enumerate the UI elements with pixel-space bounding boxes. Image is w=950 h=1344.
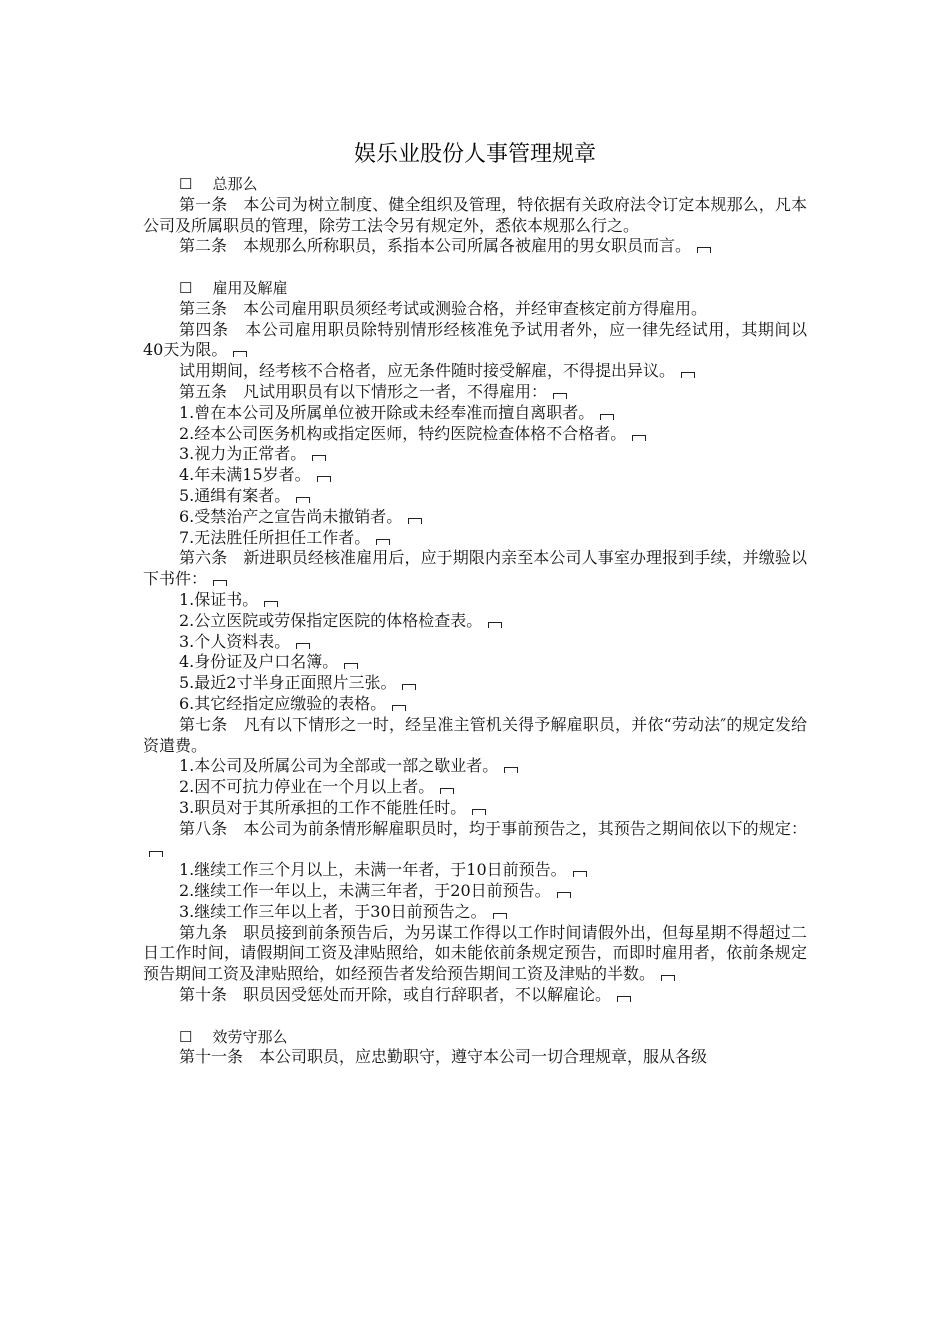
paragraph-mark-icon [600,414,614,420]
paragraph-mark-icon [617,996,631,1002]
list-item: 6.受禁治产之宣告尚未撤销者。 [143,507,807,528]
checkbox-icon: ☐ [179,1027,193,1046]
list-item: 2.经本公司医务机构或指定医师，特约医院检查体格不合格者。 [143,424,807,445]
list-item: 3.继续工作三年以上者，于30日前预告之。 [143,902,807,923]
paragraph-mark-icon [233,351,247,357]
paragraph-mark-icon [296,643,310,649]
paragraph-mark-icon [264,601,278,607]
paragraph-mark-icon [472,809,486,815]
article-9: 第九条 职员接到前条预告后，为另谋工作得以工作时间请假外出，但每星期不得超过二日工作时间，请假期间工资及津贴照给，如未能依前条规定预告，而即时雇用者，依前条规定预告期间工资及津贴照给，如经预告者发给预告期间工资及津贴的半数。 [143,922,807,984]
paragraph-mark-icon [149,851,163,857]
article-6: 第六条 新进职员经核准雇用后，应于期限内亲至本公司人事室办理报到手续，并缴验以下书件： [143,548,807,589]
section-heading-conduct: ☐ 效劳守那么 [179,1027,288,1046]
article-1: 第一条 本公司为树立制度、健全组织及管理，特依据有关政府法令订定本规那么，凡本公司及所属职员的管理，除劳工法令另有规定外，悉依本规那么行之。 [143,194,807,235]
list-item: 3.个人资料表。 [143,632,807,653]
paragraph-mark-icon [488,622,502,628]
article-2: 第二条 本规那么所称职员，系指本公司所属各被雇用的男女职员而言。 [143,236,807,257]
paragraph-mark-icon [493,913,507,919]
paragraph-mark-icon [312,455,326,461]
article-7: 第七条 凡有以下情形之一时，经呈准主管机关得予解雇职员，并依“劳动法″的规定发给资遣费。 [143,714,807,755]
article-5: 第五条 凡试用职员有以下情形之一者，不得雇用： [143,382,807,403]
list-item: 4.身份证及户口名簿。 [143,652,807,673]
article-4: 第四条 本公司雇用职员除特别情形经核准免予试用者外，应一律先经试用，其期间以40天为限。 [143,319,807,360]
paragraph-mark-icon [317,476,331,482]
paragraph-mark-icon [632,435,646,441]
paragraph-mark-icon [504,767,518,773]
list-item: 2.因不可抗力停业在一个月以上者。 [143,777,807,798]
paragraph-mark-icon [376,539,390,545]
paragraph-mark-icon [392,705,406,711]
section-heading-general: ☐ 总那么 [179,175,258,193]
list-item: 2.公立医院或劳保指定医院的体格检查表。 [143,611,807,632]
paragraph-mark-icon [344,663,358,669]
document-title: 娱乐业股份人事管理规章 [353,142,596,167]
article-11: 第十一条 本公司职员，应忠勤职守，遵守本公司一切合理规章，服从各级 [179,1047,708,1067]
list-item: 1.曾在本公司及所属单位被开除或未经奉准而擅自离职者。 [143,403,807,424]
paragraph-mark-icon [553,393,567,399]
list-item: 6.其它经指定应缴验的表格。 [143,694,807,715]
paragraph-mark-icon [661,975,675,981]
paragraph-mark-icon [681,372,695,378]
document-page [143,140,807,1068]
list-item: 1.本公司及所属公司为全部或一部之歇业者。 [143,756,807,777]
paragraph-mark-icon [557,892,571,898]
paragraph-mark-icon [402,684,416,690]
list-item: 5.最近2寸半身正面照片三张。 [143,673,807,694]
paragraph-mark-icon [573,871,587,877]
paragraph-mark-icon [408,518,422,524]
checkbox-icon: ☐ [179,175,193,193]
list-item: 1.保证书。 [143,590,807,611]
list-item: 4.年未满15岁者。 [143,465,807,486]
section-heading-employment: ☐ 雇用及解雇 [179,278,288,297]
list-item: 2.继续工作一年以上，未满三年者，于20日前预告。 [143,881,807,902]
list-item: 3.视力为正常者。 [143,444,807,465]
list-item: 5.通缉有案者。 [143,486,807,507]
list-item: 1.继续工作三个月以上，未满一年者，于10日前预告。 [143,860,807,881]
paragraph-mark-icon [697,247,711,253]
article-3: 第三条 本公司雇用职员须经考试或测验合格，并经审查核定前方得雇用。 [179,298,708,318]
list-item: 7.无法胜任所担任工作者。 [143,528,807,549]
paragraph-mark-icon [296,497,310,503]
article-4-note: 试用期间，经考核不合格者，应无条件随时接受解雇，不得提出异议。 [143,361,807,382]
paragraph-mark-icon [440,788,454,794]
article-8: 第八条 本公司为前条情形解雇职员时，均于事前预告之，其预告之期间依以下的规定： [143,819,807,861]
list-item: 3.职员对于其所承担的工作不能胜任时。 [143,798,807,819]
article-10: 第十条 职员因受惩处而开除，或自行辞职者，不以解雇论。 [143,985,807,1006]
checkbox-icon: ☐ [179,278,193,297]
paragraph-mark-icon [213,580,227,586]
